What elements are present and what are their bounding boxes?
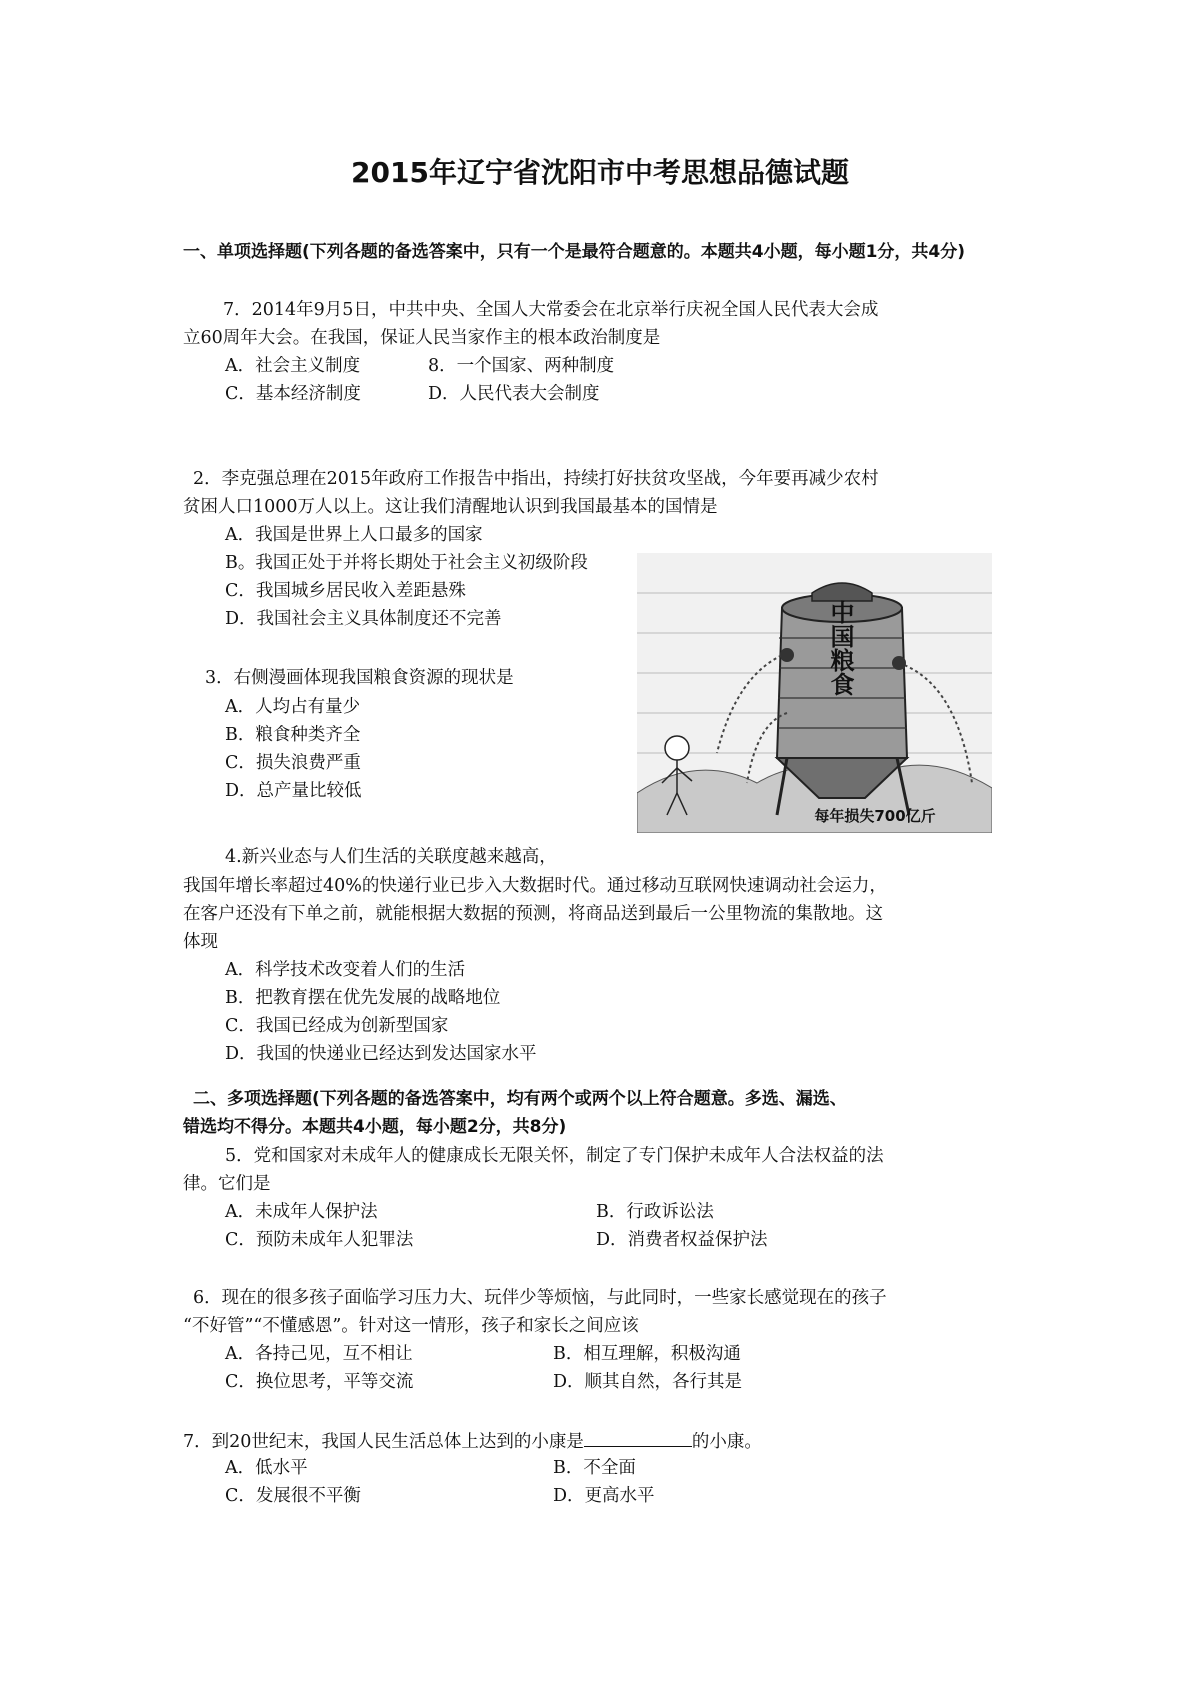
page-title: 2015年辽宁省沈阳市中考思想品德试题 xyxy=(351,156,849,189)
q1-option-a: A．社会主义制度 xyxy=(225,356,361,376)
q3-option-b: B．粮食种类齐全 xyxy=(225,725,361,745)
q1-stem-line2: 立60周年大会。在我国，保证人民当家作主的根本政治制度是 xyxy=(183,328,661,348)
cartoon-caption: 每年损失700亿斤 xyxy=(814,807,936,825)
q6-option-d: D．顺其自然，各行其是 xyxy=(553,1372,743,1392)
q7-stem xyxy=(183,1426,762,1456)
q7-answer-blank xyxy=(584,1426,692,1447)
q6-stem-line2: “不好管”“不懂感恩”。针对这一情形，孩子和家长之间应该 xyxy=(183,1316,639,1336)
q4-option-a: A．科学技术改变着人们的生活 xyxy=(225,960,466,980)
q4-stem-line4: 体现 xyxy=(183,932,218,952)
q4-option-d: D．我国的快递业已经达到发达国家水平 xyxy=(225,1044,537,1064)
q1-option-c: C．基本经济制度 xyxy=(225,384,361,404)
q7-option-a: A．低水平 xyxy=(225,1458,308,1478)
q4-option-b: B．把教育摆在优先发展的战略地位 xyxy=(225,988,501,1008)
q6-stem-line1: 6．现在的很多孩子面临学习压力大、玩伴少等烦恼，与此同时，一些家长感觉现在的孩子 xyxy=(193,1288,887,1308)
q4-stem-line1: 4.新兴业态与人们生活的关联度越来越高， xyxy=(225,847,557,867)
q3-option-a: A．人均占有量少 xyxy=(225,697,361,717)
section1-heading: 一、单项选择题(下列各题的备选答案中，只有一个是最符合题意的。本题共4小题，每小题1分，共4分) xyxy=(183,242,966,262)
q3-stem: 3．右侧漫画体现我国粮食资源的现状是 xyxy=(205,668,514,688)
q5-option-c: C．预防未成年人犯罪法 xyxy=(225,1230,414,1250)
q5-stem-line2: 律。它们是 xyxy=(183,1174,271,1194)
q1-stem-line1: 7．2014年9月5日，中共中央、全国人大常委会在北京举行庆祝全国人民代表大会成 xyxy=(223,300,879,320)
grain-tank-cartoon xyxy=(637,553,992,833)
q2-stem-line1: 2．李克强总理在2015年政府工作报告中指出，持续打好扶贫攻坚战，今年要再减少农村 xyxy=(193,469,879,489)
q6-option-c: C．换位思考，平等交流 xyxy=(225,1372,414,1392)
q6-option-a: A．各持己见，互不相让 xyxy=(225,1344,413,1364)
q2-option-a: A．我国是世界上人口最多的国家 xyxy=(225,525,483,545)
q7-option-d: D．更高水平 xyxy=(553,1486,655,1506)
q1-option-b: 8．一个国家、两种制度 xyxy=(428,356,615,376)
q5-option-a: A．未成年人保护法 xyxy=(225,1202,378,1222)
q5-option-d: D．消费者权益保护法 xyxy=(596,1230,768,1250)
q3-option-d: D．总产量比较低 xyxy=(225,781,362,801)
q7-option-b: B．不全面 xyxy=(553,1458,636,1478)
q6-option-b: B．相互理解，积极沟通 xyxy=(553,1344,741,1364)
section2-heading-line2: 错选均不得分。本题共4小题，每小题2分，共8分) xyxy=(183,1117,567,1137)
q2-option-d: D．我国社会主义具体制度还不完善 xyxy=(225,609,502,629)
q3-option-c: C．损失浪费严重 xyxy=(225,753,361,773)
q5-option-b: B．行政诉讼法 xyxy=(596,1202,714,1222)
q2-option-b: B。我国正处于并将长期处于社会主义初级阶段 xyxy=(225,553,588,573)
section2-heading-line1: 二、多项选择题(下列各题的备选答案中，均有两个或两个以上符合题意。多选、漏选、 xyxy=(193,1089,847,1109)
q2-option-c: C．我国城乡居民收入差距悬殊 xyxy=(225,581,466,601)
q2-stem-line2: 贫困人口1000万人以上。这让我们清醒地认识到我国最基本的国情是 xyxy=(183,497,718,517)
q7-option-c: C．发展很不平衡 xyxy=(225,1486,361,1506)
cartoon-tank-text: 中国粮食 xyxy=(826,600,854,696)
q7-stem-post: 的小康。 xyxy=(691,1432,762,1452)
q4-option-c: C．我国已经成为创新型国家 xyxy=(225,1016,449,1036)
q1-option-d: D．人民代表大会制度 xyxy=(428,384,600,404)
q5-stem-line1: 5．党和国家对未成年人的健康成长无限关怀，制定了专门保护未成年人合法权益的法 xyxy=(225,1146,884,1166)
q4-stem-line2: 我国年增长率超过40%的快递行业已步入大数据时代。通过移动互联网快速调动社会运力， xyxy=(183,876,887,896)
q7-stem-pre: 7．到20世纪末，我国人民生活总体上达到的小康是 xyxy=(183,1432,584,1452)
q4-stem-line3: 在客户还没有下单之前，就能根据大数据的预测，将商品送到最后一公里物流的集散地。这 xyxy=(183,904,883,924)
